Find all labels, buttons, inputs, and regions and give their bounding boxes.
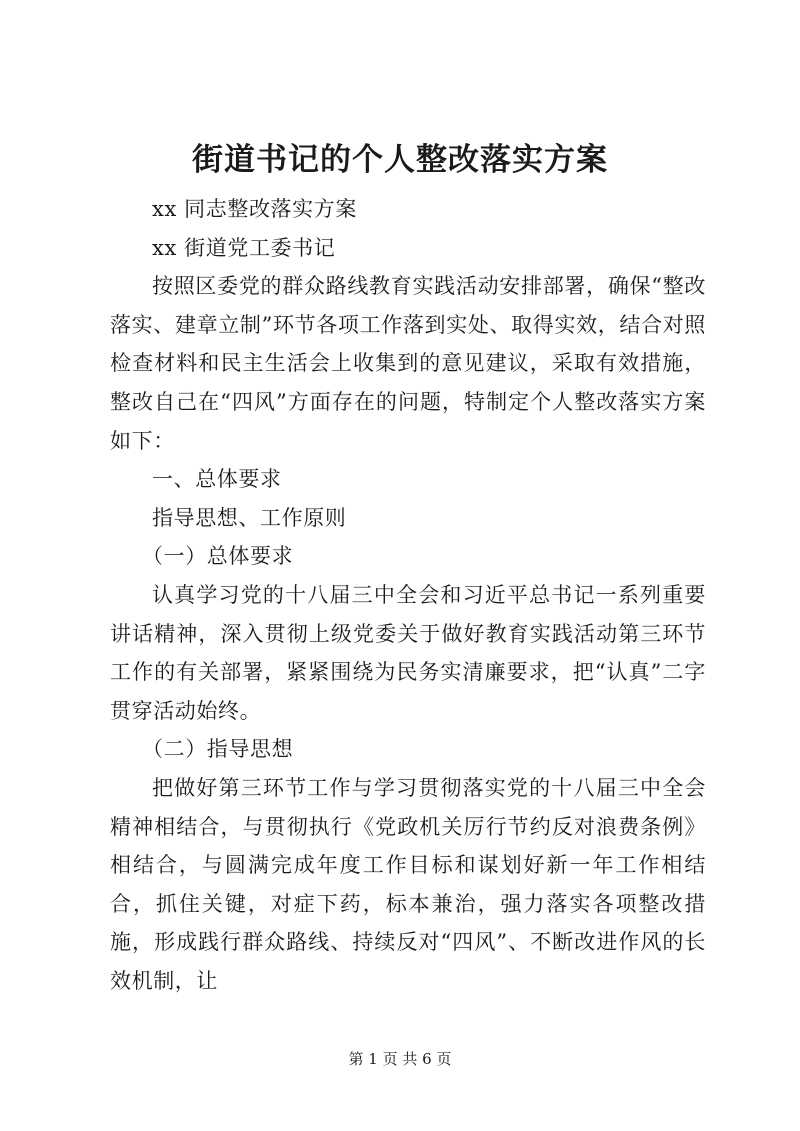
heading-guiding-principles: 指导思想、工作原则 bbox=[152, 505, 347, 530]
document-title: 街道书记的个人整改落实方案 bbox=[192, 142, 608, 178]
subheading-guiding-thought: （二）指导思想 bbox=[142, 737, 294, 762]
paragraph-comrade-plan: xx 同志整改落实方案 bbox=[152, 197, 357, 221]
subheading-general-requirements: （一）总体要求 bbox=[142, 544, 294, 569]
paragraph-author: xx 街道党工委书记 bbox=[152, 235, 336, 260]
heading-general-requirements: 一、总体要求 bbox=[152, 467, 282, 492]
paragraph-guiding-thought: 把做好第三环节工作与学习贯彻落实党的十八届三中全会精神相结合，与贯彻执行《党政机关厉行节约反对浪费条例》相结合，与圆满完成年度工作目标和谋划好新一年工作相结合，抓住关键，对症下药，标本兼治，强力落实各项整改措施，形成践行群众路线、持续反对“四风”、不断改进作风的长效机制，让 bbox=[110, 775, 706, 993]
document-body bbox=[110, 190, 706, 1000]
page-number-footer: 第 1 页 共 6 页 bbox=[348, 1050, 452, 1068]
paragraph-general-requirements: 认真学习党的十八届三中全会和习近平总书记一系列重要讲话精神，深入贯彻上级党委关于做好教育实践活动第三环节工作的有关部署，紧紧围绕为民务实清廉要求，把“认真”二字贯穿活动始终。 bbox=[110, 582, 706, 723]
paragraph-intro: 按照区委党的群众路线教育实践活动安排部署，确保“整改落实、建章立制”环节各项工作落到实处、取得实效，结合对照检查材料和民主生活会上收集到的意见建议，采取有效措施，整改自己在“四风”方面存在的问题，特制定个人整改落实方案如下： bbox=[110, 274, 706, 453]
